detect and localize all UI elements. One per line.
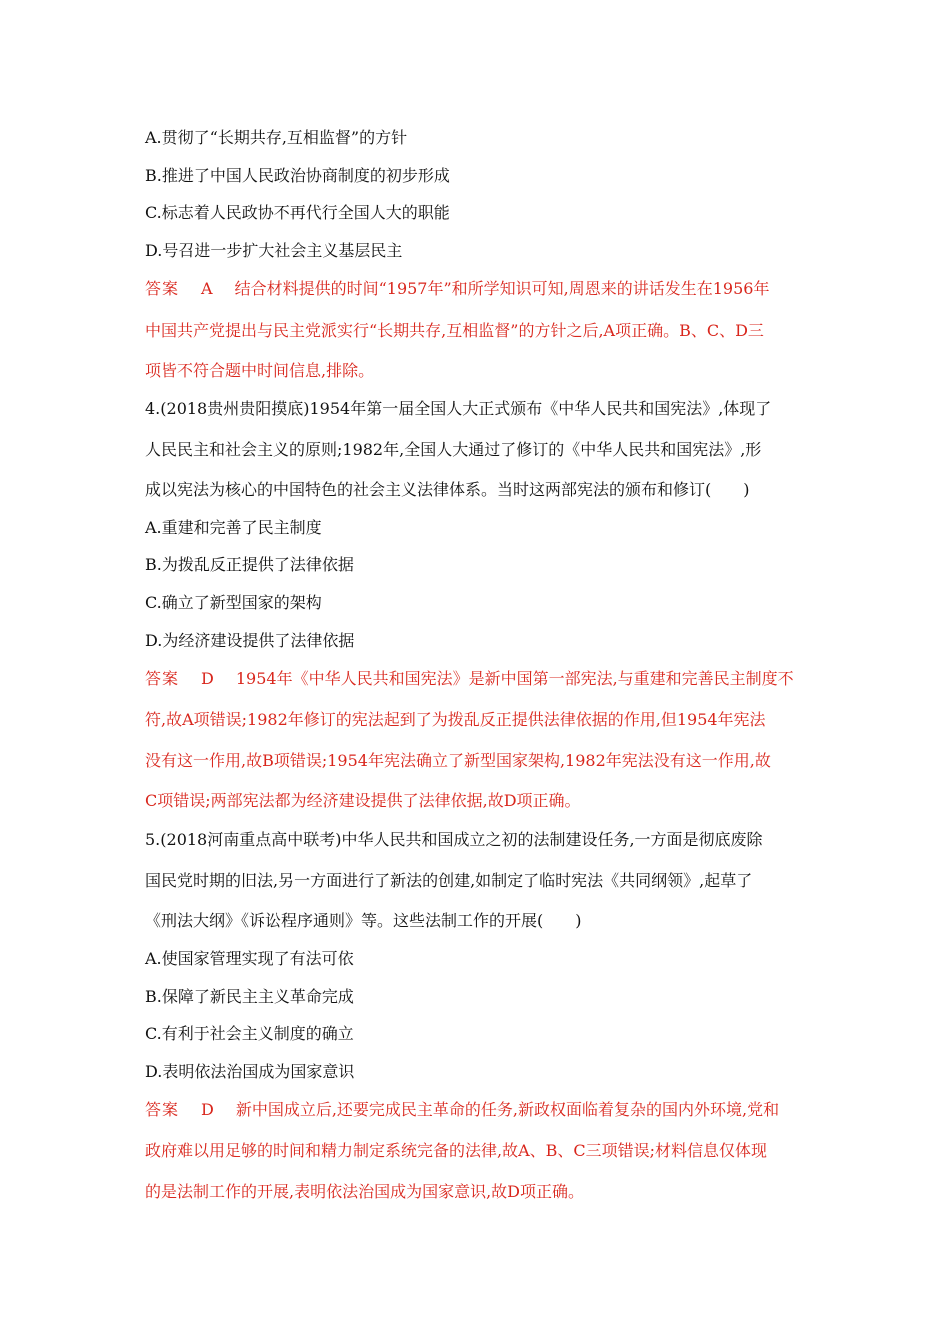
q4-answer-line-1 — [145, 668, 805, 690]
q3-option-d: D.号召进一步扩大社会主义基层民主 — [145, 241, 403, 260]
q3-option-b: B.推进了中国人民政治协商制度的初步形成 — [145, 166, 450, 185]
q3-option-c: C.标志着人民政协不再代行全国人大的职能 — [145, 203, 450, 222]
q5-answer-line-2: 政府难以用足够的时间和精力制定系统完备的法律,故A、B、C三项错误;材料信息仅体现 — [145, 1141, 768, 1160]
q4-option-a: A.重建和完善了民主制度 — [145, 518, 322, 537]
q4-stem-line-2: 人民民主和社会主义的原则;1982年,全国人大通过了修订的《中华人民共和国宪法》,形 — [145, 440, 762, 459]
q4-answer-line-2: 符,故A项错误;1982年修订的宪法起到了为拨乱反正提供法律依据的作用,但1954年宪法 — [145, 710, 766, 729]
q3-answer-line-2: 中国共产党提出与民主党派实行“长期共存,互相监督”的方针之后,A项正确。B、C、D三 — [145, 321, 764, 340]
q5-stem-line-3: 《刑法大纲》《诉讼程序通则》等。这些法制工作的开展( ) — [145, 911, 582, 930]
q5-option-b: B.保障了新民主主义革命完成 — [145, 987, 354, 1006]
answer-label: 答案 — [145, 669, 180, 688]
q4-stem-line-1: 4.(2018贵州贵阳摸底)1954年第一届全国人大正式颁布《中华人民共和国宪法》,体现了 — [145, 399, 772, 418]
answer-key: A — [201, 279, 213, 298]
q3-answer-line-3: 项皆不符合题中时间信息,排除。 — [145, 361, 375, 380]
answer-key: D — [201, 1100, 214, 1119]
q5-stem-line-1: 5.(2018河南重点高中联考)中华人民共和国成立之初的法制建设任务,一方面是彻底废除 — [145, 830, 763, 849]
q4-answer-line-3: 没有这一作用,故B项错误;1954年宪法确立了新型国家架构,1982年宪法没有这一作用,故 — [145, 751, 771, 770]
answer-explanation: 结合材料提供的时间“1957年”和所学知识可知,周恩来的讲话发生在1956年 — [234, 279, 770, 298]
q4-stem-line-3: 成以宪法为核心的中国特色的社会主义法律体系。当时这两部宪法的颁布和修订( ) — [145, 480, 750, 499]
q5-option-a: A.使国家管理实现了有法可依 — [145, 949, 354, 968]
answer-explanation: 1954年《中华人民共和国宪法》是新中国第一部宪法,与重建和完善民主制度不 — [235, 669, 794, 688]
answer-key: D — [201, 669, 214, 688]
answer-label: 答案 — [145, 1100, 180, 1119]
q5-answer-line-3: 的是法制工作的开展,表明依法治国成为国家意识,故D项正确。 — [145, 1182, 585, 1201]
answer-label: 答案 — [145, 279, 180, 298]
q4-option-b: B.为拨乱反正提供了法律依据 — [145, 555, 354, 574]
q5-option-c: C.有利于社会主义制度的确立 — [145, 1024, 354, 1043]
q5-answer-line-1 — [145, 1099, 805, 1121]
q4-option-d: D.为经济建设提供了法律依据 — [145, 631, 355, 650]
answer-explanation: 新中国成立后,还要完成民主革命的任务,新政权面临着复杂的国内外环境,党和 — [235, 1100, 780, 1119]
q4-answer-line-4: C项错误;两部宪法都为经济建设提供了法律依据,故D项正确。 — [145, 791, 581, 810]
q4-option-c: C.确立了新型国家的架构 — [145, 593, 322, 612]
q5-stem-line-2: 国民党时期的旧法,另一方面进行了新法的创建,如制定了临时宪法《共同纲领》,起草了 — [145, 871, 753, 890]
q3-answer-line-1 — [145, 278, 805, 300]
q5-option-d: D.表明依法治国成为国家意识 — [145, 1062, 355, 1081]
q3-option-a: A.贯彻了“长期共存,互相监督”的方针 — [145, 128, 408, 147]
